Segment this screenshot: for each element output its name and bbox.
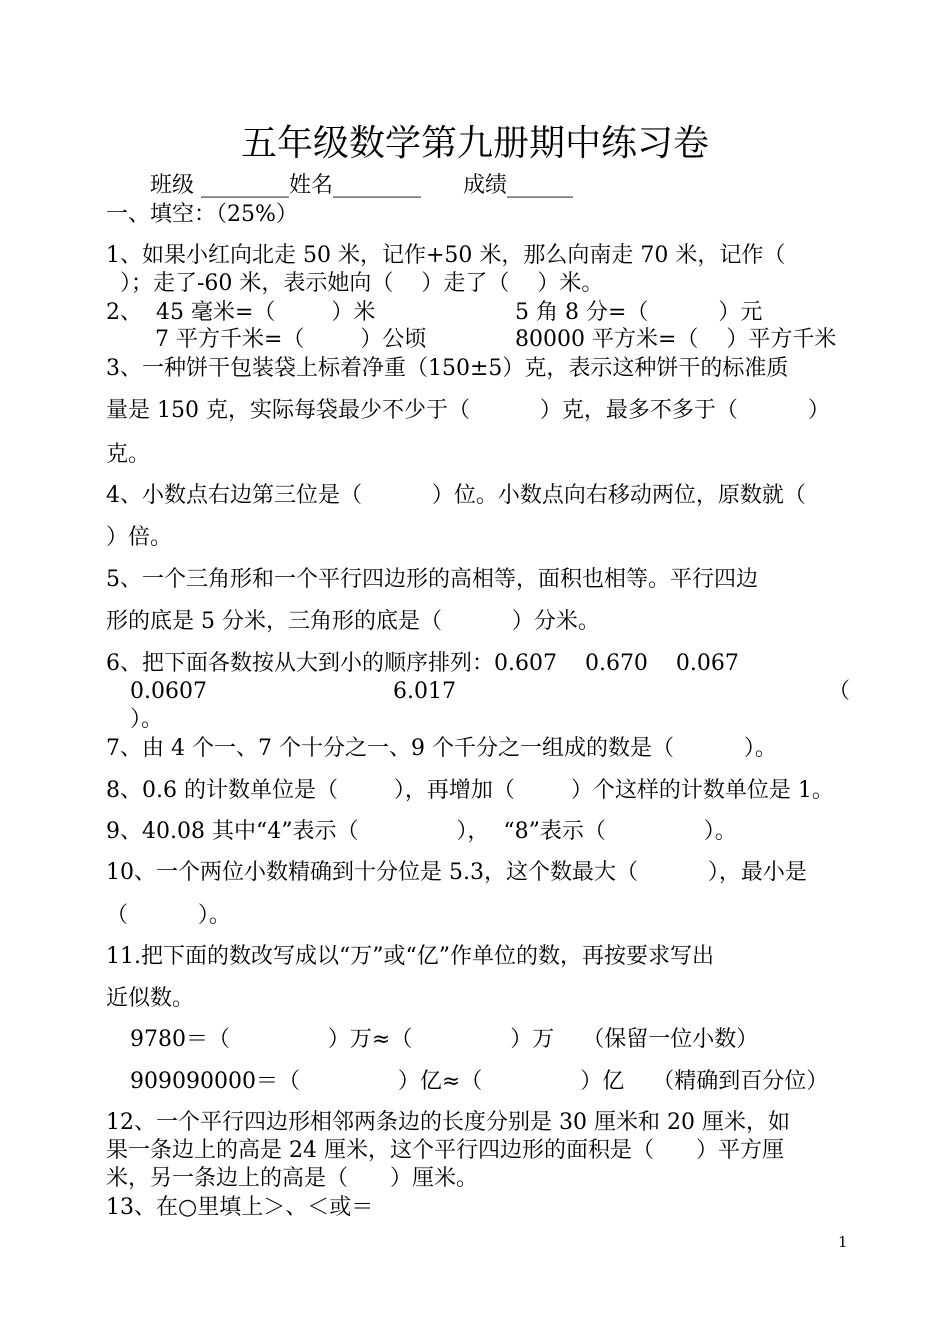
- q8: 8、0.6 的计数单位是（ ），再增加（ ）个这样的计数单位是 1。: [106, 778, 834, 803]
- q6-paren-open: （: [828, 679, 851, 704]
- q13: 13、在○里填上＞、＜或＝: [106, 1195, 374, 1220]
- section-heading: 一、填空：（25%）: [106, 202, 298, 227]
- q11-example-2: 909090000＝（ ）亿≈（ ）亿 （精确到百分位）: [130, 1069, 829, 1094]
- q10-line1: 10、一个两位小数精确到十分位是 5.3，这个数最大（ ），最小是: [106, 860, 807, 885]
- q2-row2-left: 7 平方千米=（ ）公顷: [155, 327, 427, 352]
- q7: 7、由 4 个一、7 个十分之一、9 个千分之一组成的数是（ ）。: [106, 736, 777, 761]
- q12-line1: 12、一个平行四边形相邻两条边的长度分别是 30 厘米和 20 厘米，如: [106, 1110, 790, 1135]
- q2-row2-right: 80000 平方米=（ ）平方千米: [515, 327, 837, 352]
- q11-line2: 近似数。: [106, 986, 195, 1011]
- q4-line1: 4、小数点右边第三位是（ ）位。小数点向右移动两位，原数就（: [106, 483, 806, 508]
- q5-line1: 5、一个三角形和一个平行四边形的高相等，面积也相等。平行四边: [106, 567, 758, 592]
- page-title: 五年级数学第九册期中练习卷: [240, 123, 709, 164]
- q9: 9、40.08 其中“4”表示（ ）， “8”表示（ ）。: [106, 819, 737, 844]
- q3-line1: 3、一种饼干包装袋上标着净重（150±5）克，表示这种饼干的标准质: [106, 356, 789, 381]
- q1-line2: ）；走了-60 米，表示她向（ ）走了（ ）米。: [120, 271, 604, 296]
- q3-line2: 量是 150 克，实际每袋最少不少于（ ）克，最多不多于（ ）: [106, 398, 830, 423]
- q10-line2: （ ）。: [106, 903, 231, 928]
- q1-line1: 1、如果小红向北走 50 米，记作+50 米，那么向南走 70 米，记作（: [106, 243, 786, 268]
- q12-line3: 米，另一条边上的高是（ ）厘米。: [106, 1166, 478, 1191]
- q3-line3: 克。: [106, 442, 151, 467]
- page-number: 1: [838, 1233, 848, 1251]
- q11-example-1: 9780＝（ ）万≈（ ）万 （保留一位小数）: [130, 1027, 759, 1052]
- q6-number-2: 6.017: [393, 679, 456, 704]
- q12-line2: 果一条边上的高是 24 厘米，这个平行四边形的面积是（ ）平方厘: [106, 1138, 784, 1163]
- q2-row1-left: 2、 45 毫米=（ ）米: [106, 300, 376, 325]
- q5-line2: 形的底是 5 分米，三角形的底是（ ）分米。: [106, 609, 600, 634]
- q6-number-1: 0.0607: [130, 679, 207, 704]
- q11-line1: 11.把下面的数改写成以“万”或“亿”作单位的数，再按要求写出: [106, 944, 714, 969]
- q4-line2: ）倍。: [106, 525, 173, 550]
- q6-line1: 6、把下面各数按从大到小的顺序排列：0.607 0.670 0.067: [106, 651, 739, 676]
- header-fields: 班级 ________姓名________ 成绩______: [150, 173, 573, 198]
- q6-line3: ）。: [130, 707, 164, 732]
- q2-row1-right: 5 角 8 分=（ ）元: [515, 300, 763, 325]
